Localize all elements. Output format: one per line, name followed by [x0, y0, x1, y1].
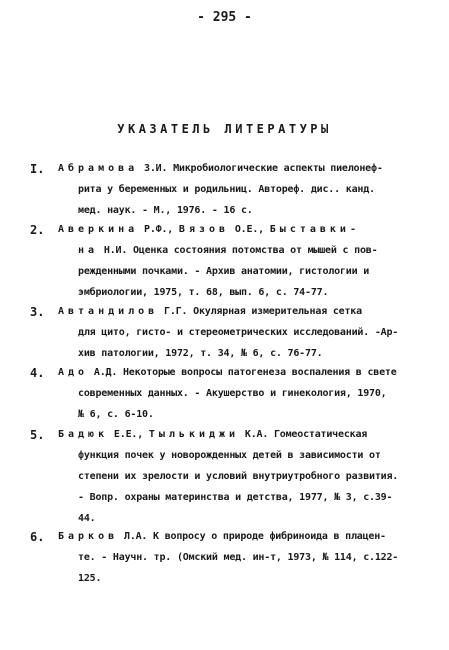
reference-text: Н.И. Оценка состояния потомства от мышей с пов- — [98, 245, 378, 256]
section-heading: УКАЗАТЕЛЬ ЛИТЕРАТУРЫ — [117, 122, 332, 136]
reference-text: Г.Г. Окулярная измерительная сетка — [158, 306, 362, 317]
reference-text: А.Д. Некоторые вопросы патогенеза воспаления в свете — [88, 367, 397, 378]
reference-number: 4. — [30, 366, 45, 380]
reference-line: мед. наук. - М., 1976. - 16 с. — [78, 205, 253, 216]
reference-line: функция почек у новорожденных детей в зависимости от — [78, 450, 381, 461]
reference-line: эмбриологии, 1975, т. 68, вып. 6, с. 74-77. — [78, 287, 329, 298]
author-name: Быставки- — [269, 224, 360, 235]
reference-line: № 6, с. 6-10. — [78, 409, 154, 420]
author-name: Бадюк — [58, 429, 109, 440]
page-number: - 295 - — [197, 10, 252, 25]
reference-line: рита у беременных и родильниц. Автореф. дис.. канд. — [78, 184, 375, 195]
author-name: Вязов — [178, 224, 230, 235]
author-name: Адо — [58, 367, 89, 378]
reference-number: 2. — [30, 223, 45, 237]
reference-line — [58, 428, 367, 442]
reference-line: - Вопр. охраны материнства и детства, 1977, № 3, с.39- — [78, 492, 393, 503]
reference-line: 44. — [78, 513, 96, 524]
reference-line — [78, 244, 377, 258]
reference-number: 6. — [30, 530, 45, 544]
reference-text: Л.А. К вопросу о природе фибриноида в плацен- — [118, 531, 386, 542]
reference-line: современных данных. - Акушерство и гинекология, 1970, — [78, 388, 387, 399]
reference-number: I. — [30, 162, 45, 176]
reference-line: степени их зрелости и условий внутриутробного развития. — [78, 471, 399, 482]
author-name: на — [78, 245, 99, 256]
reference-line — [58, 366, 397, 380]
reference-line — [58, 223, 360, 237]
reference-text: О.Е., — [229, 224, 270, 235]
reference-line: для цито, гисто- и стереометрических исследований. -Ар- — [78, 327, 399, 338]
reference-line — [58, 305, 362, 319]
reference-number: 3. — [30, 305, 45, 319]
reference-number: 5. — [30, 428, 45, 442]
reference-line: хив патологии, 1972, т. 34, № 6, с. 76-77. — [78, 348, 323, 359]
reference-text: Р.Ф., — [138, 224, 179, 235]
reference-text: З.И. Микробиологические аспекты пиелонеф- — [138, 163, 383, 174]
author-name: Автандилов — [58, 306, 159, 317]
reference-line — [58, 530, 386, 544]
reference-text: Е.Е., — [108, 429, 149, 440]
reference-text: К.А. Гомеостатическая — [239, 429, 368, 440]
author-name: Тылькиджи — [148, 429, 240, 440]
author-name: Барков — [58, 531, 119, 542]
author-name: Абрамова — [58, 163, 139, 174]
reference-line — [58, 162, 383, 176]
author-name: Аверкина — [58, 224, 139, 235]
reference-line: 125. — [78, 573, 102, 584]
reference-line: режденными почками. - Архив анатомии, гистологии и — [78, 266, 370, 277]
reference-line: те. - Научн. тр. (Омский мед. ин-т, 1973, № 114, с.122- — [78, 552, 399, 563]
